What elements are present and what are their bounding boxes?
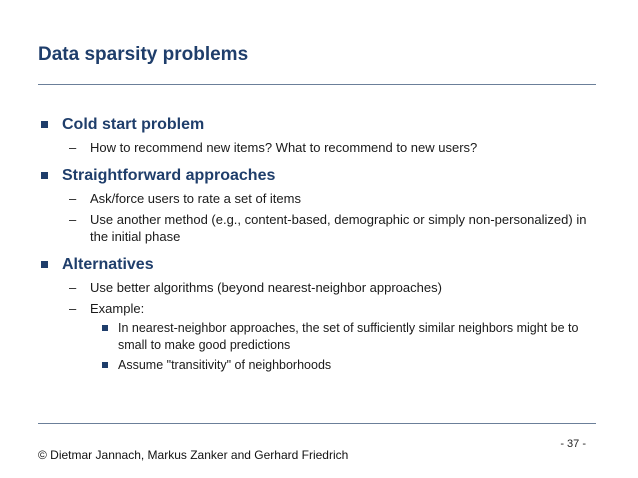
sub-sub-bullet-text: Assume "transitivity" of neighborhoods bbox=[118, 358, 332, 372]
sub-bullet bbox=[40, 190, 600, 207]
page-number: - 37 - bbox=[560, 438, 586, 450]
bullet-text: Cold start problem bbox=[62, 116, 205, 133]
bullet-text: Straightforward approaches bbox=[62, 167, 276, 184]
bullet-text: Alternatives bbox=[62, 256, 154, 273]
footer-copyright: © Dietmar Jannach, Markus Zanker and Gerhard Friedrich bbox=[38, 448, 349, 462]
dash-marker: – bbox=[69, 212, 77, 227]
sub-sub-bullet bbox=[40, 357, 600, 374]
dash-marker: – bbox=[69, 191, 77, 206]
bullet-straightforward bbox=[40, 166, 600, 186]
square-bullet-icon bbox=[41, 261, 48, 268]
sub-bullet-text: Example: bbox=[90, 301, 145, 316]
sub-bullet-text: Ask/force users to rate a set of items bbox=[90, 191, 301, 206]
square-bullet-icon bbox=[102, 325, 108, 331]
dash-marker: – bbox=[69, 280, 77, 295]
sub-bullet bbox=[40, 300, 600, 317]
sub-bullet bbox=[40, 279, 600, 296]
sub-bullet-text: How to recommend new items? What to recommend to new users? bbox=[90, 140, 478, 155]
dash-marker: – bbox=[69, 140, 77, 155]
dash-marker: – bbox=[69, 301, 77, 316]
square-bullet-icon bbox=[41, 121, 48, 128]
slide-content bbox=[40, 115, 600, 374]
bullet-alternatives bbox=[40, 255, 600, 275]
footer-divider bbox=[38, 423, 596, 424]
sub-sub-bullet-text: In nearest-neighbor approaches, the set of sufficiently similar neighbors might be to small to make good predictions bbox=[118, 321, 579, 352]
sub-bullet-text: Use another method (e.g., content-based, demographic or simply non-personalized) in the initial phase bbox=[90, 212, 587, 244]
square-bullet-icon bbox=[102, 362, 108, 368]
title-divider bbox=[38, 84, 596, 85]
bullet-cold-start bbox=[40, 115, 600, 135]
sub-bullet bbox=[40, 211, 600, 245]
square-bullet-icon bbox=[41, 172, 48, 179]
sub-bullet-text: Use better algorithms (beyond nearest-neighbor approaches) bbox=[90, 280, 442, 295]
slide-title: Data sparsity problems bbox=[38, 44, 249, 65]
sub-bullet bbox=[40, 139, 600, 156]
sub-sub-bullet bbox=[40, 320, 600, 354]
